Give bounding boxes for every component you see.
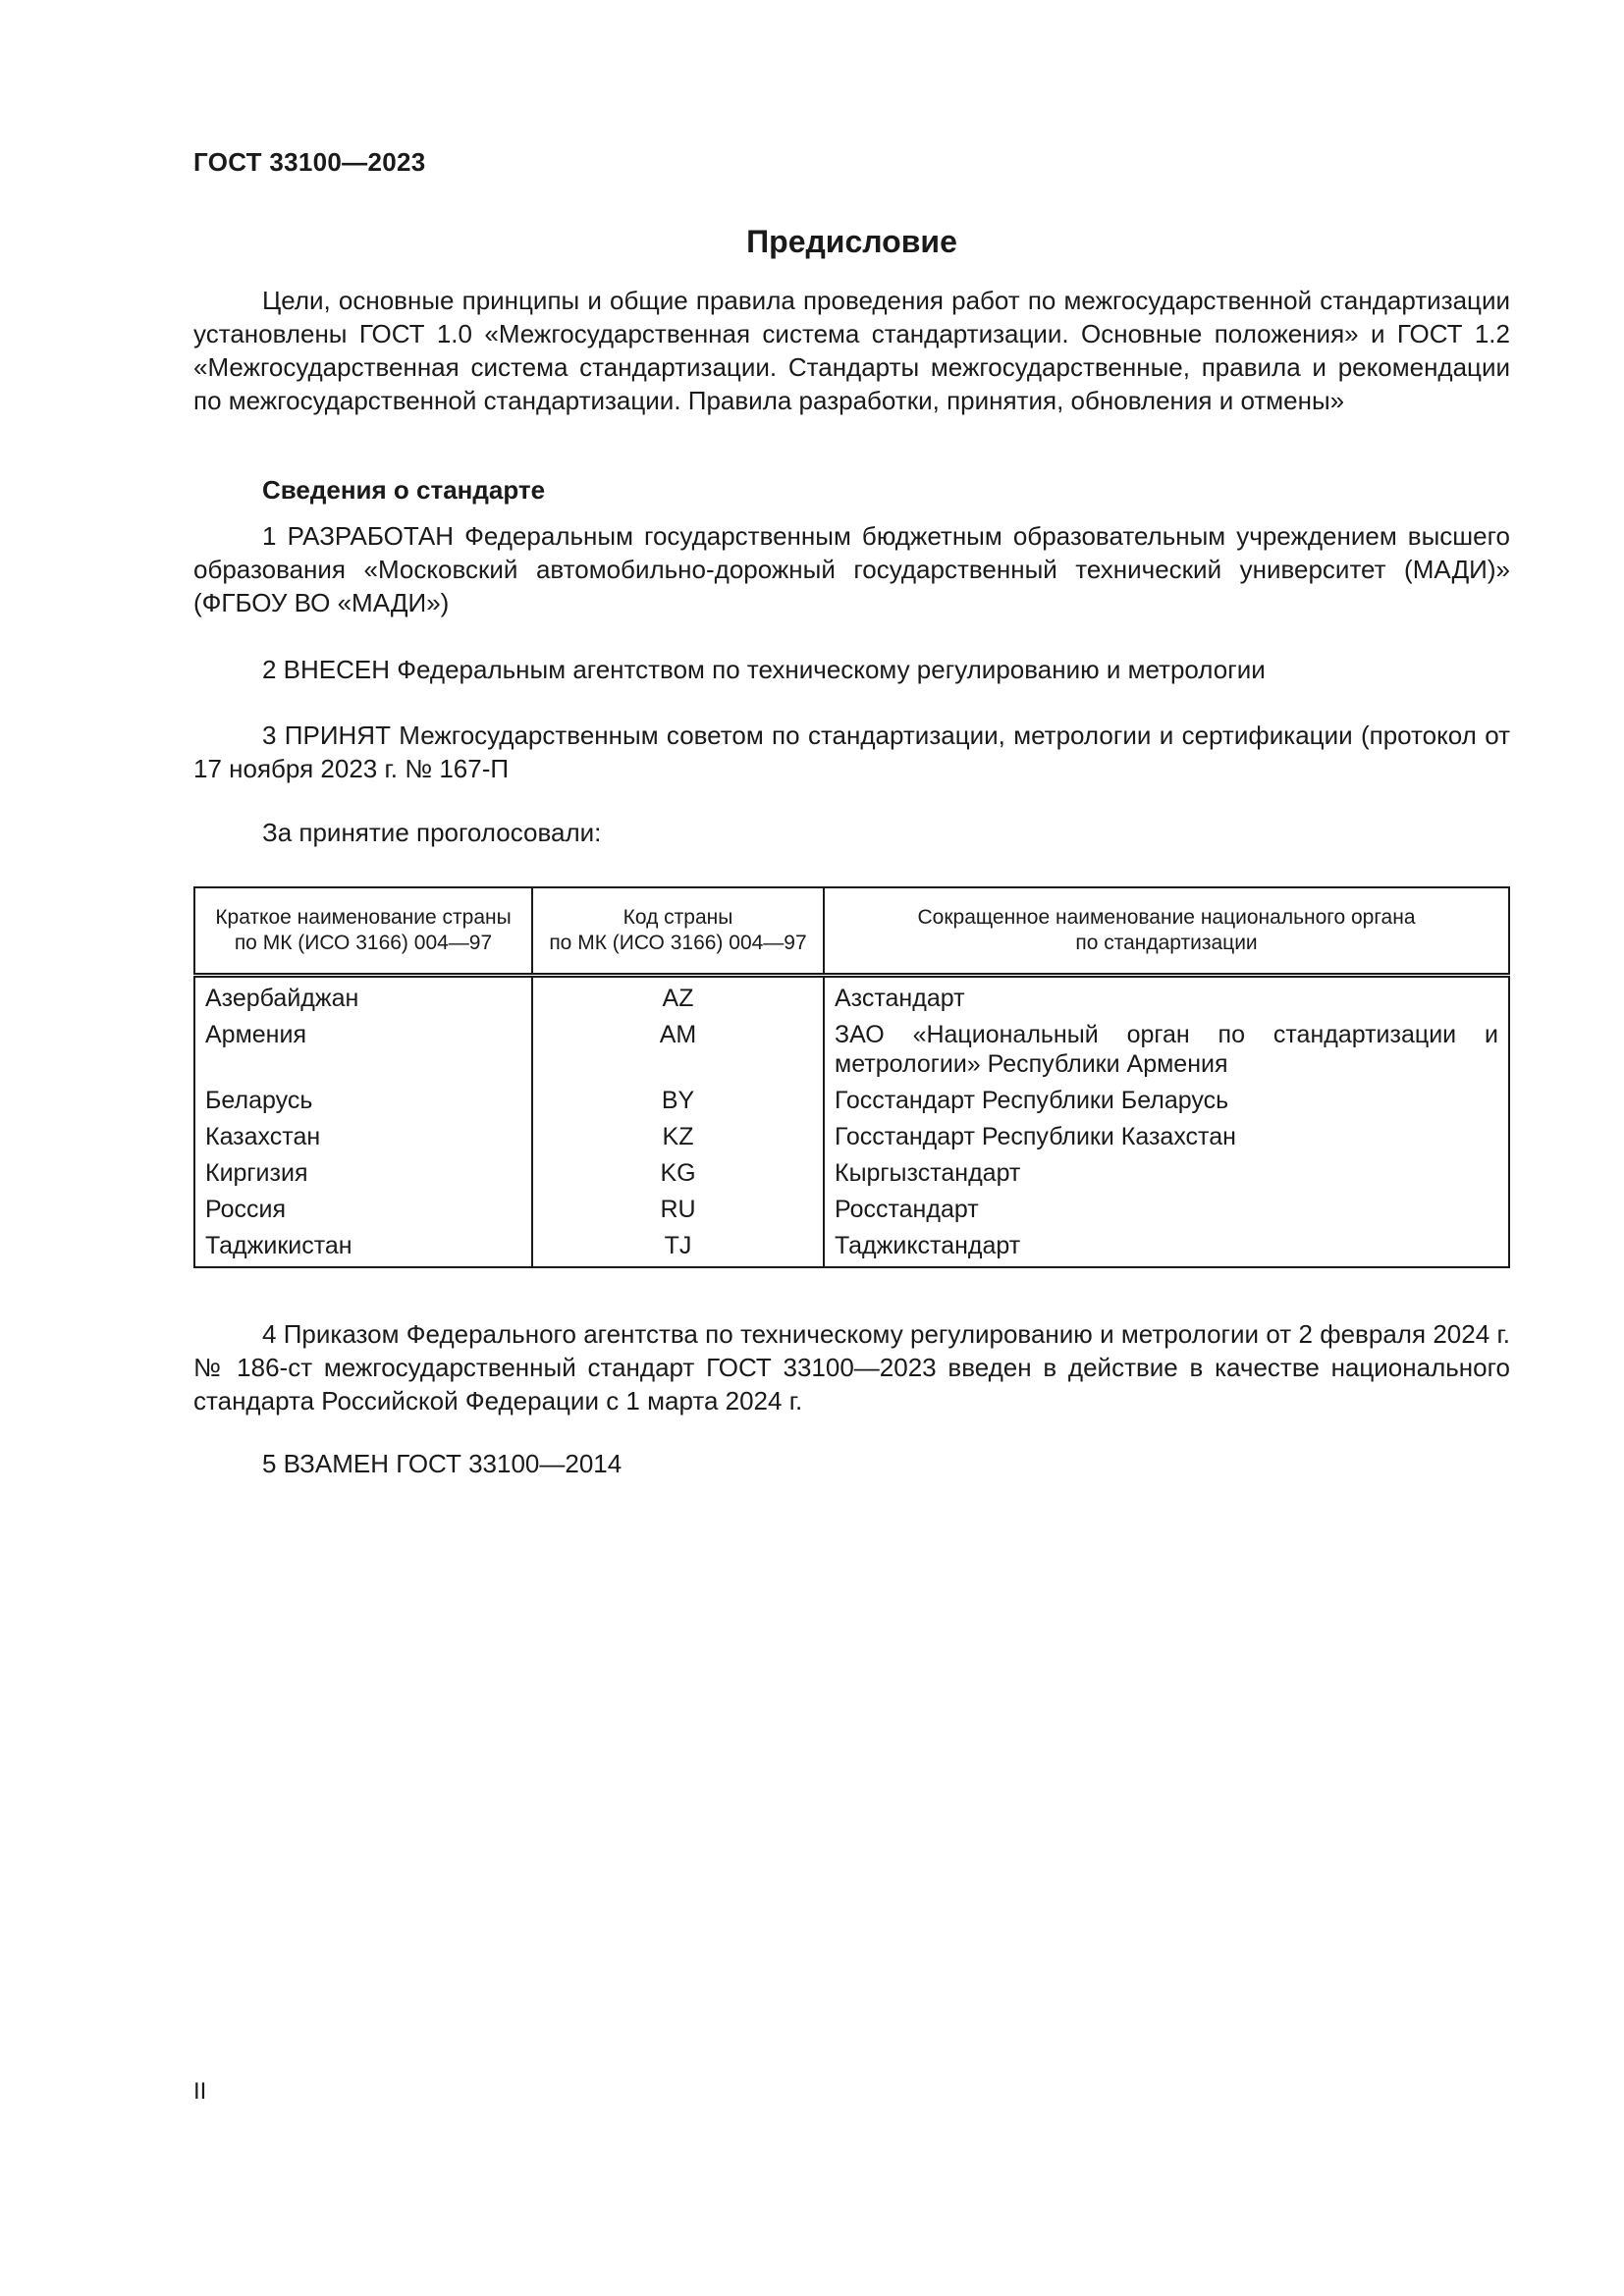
standard-info-heading: Сведения о стандарте (262, 475, 546, 505)
header-country (194, 887, 532, 976)
voted-label: За принятие проголосовали: (262, 818, 602, 847)
table-row (194, 1192, 1509, 1228)
table-row (194, 976, 1509, 1018)
cell-org: Госстандарт Республики Беларусь (824, 1083, 1509, 1119)
cell-country: Россия (194, 1192, 532, 1228)
header-org (824, 887, 1509, 976)
document-code-header: ГОСТ 33100—2023 (193, 147, 426, 177)
table-row (194, 1119, 1509, 1155)
info-item-2: 2 ВНЕСЕН Федеральным агентством по техническому регулированию и метрологии (262, 655, 1266, 684)
header-country-line2: по МК (ИСО 3166) 004—97 (234, 932, 493, 954)
page-number: II (193, 2078, 207, 2105)
cell-code: AM (532, 1017, 824, 1083)
cell-org: Госстандарт Республики Казахстан (824, 1119, 1509, 1155)
cell-org: Азстандарт (824, 976, 1509, 1018)
info-item-3: 3 ПРИНЯТ Межгосударственным советом по стандартизации, метрологии и сертификации (протокол от 17 ноября 2023 г. № 167-П (193, 721, 1510, 783)
voting-countries-table (193, 886, 1510, 1268)
cell-code: KG (532, 1155, 824, 1192)
cell-country: Киргизия (194, 1155, 532, 1192)
cell-code: RU (532, 1192, 824, 1228)
cell-code: BY (532, 1083, 824, 1119)
cell-org: Таджикстандарт (824, 1228, 1509, 1267)
cell-country: Казахстан (194, 1119, 532, 1155)
table-header-row (194, 887, 1509, 976)
cell-org: ЗАО «Национальный орган по стандартизации и метрологии» Республики Армения (824, 1017, 1509, 1083)
page-title: Предисловие (746, 224, 957, 259)
header-code (532, 887, 824, 976)
header-country-line1: Краткое наименование страны (215, 906, 512, 929)
cell-code: KZ (532, 1119, 824, 1155)
info-item-5: 5 ВЗАМЕН ГОСТ 33100—2014 (262, 1449, 623, 1478)
cell-org: Кыргызстандарт (824, 1155, 1509, 1192)
table-row (194, 1083, 1509, 1119)
info-item-4: 4 Приказом Федерального агентства по техническому регулированию и метрологии от 2 февраля 2024 г. № 186-ст межгосударственный стандарт ГОСТ 33100—2023 введен в действие в качестве национального стандарта Российской Федерации с 1 марта 2024 г. (193, 1319, 1510, 1415)
cell-country: Азербайджан (194, 976, 532, 1018)
cell-country: Таджикистан (194, 1228, 532, 1267)
table-row (194, 1017, 1509, 1083)
table-row (194, 1155, 1509, 1192)
header-org-line1: Сокращенное наименование национального органа (917, 906, 1416, 929)
header-org-line2: по стандартизации (1075, 932, 1258, 954)
cell-code: TJ (532, 1228, 824, 1267)
cell-code: AZ (532, 976, 824, 1018)
intro-paragraph: Цели, основные принципы и общие правила проведения работ по межгосударственной стандартизации установлены ГОСТ 1.0 «Межгосударственная система стандартизации. Основные положения» и ГОСТ 1.2 «Межгосударственная система стандартизации. Стандарты межгосударственные, правила и рекомендации по межгосударственной стандартизации. Правила разработки, принятия, обновления и отмены» (193, 286, 1510, 415)
info-item-1: 1 РАЗРАБОТАН Федеральным государственным бюджетным образовательным учреждением высшего образования «Московский автомобильно-дорожный государственный технический университет (МАДИ)» (ФГБОУ ВО «МАДИ») (193, 521, 1510, 617)
header-code-line2: по МК (ИСО 3166) 004—97 (549, 932, 807, 954)
cell-country: Армения (194, 1017, 532, 1083)
table-row (194, 1228, 1509, 1267)
cell-org: Росстандарт (824, 1192, 1509, 1228)
cell-country: Беларусь (194, 1083, 532, 1119)
header-code-line1: Код страны (623, 906, 733, 929)
